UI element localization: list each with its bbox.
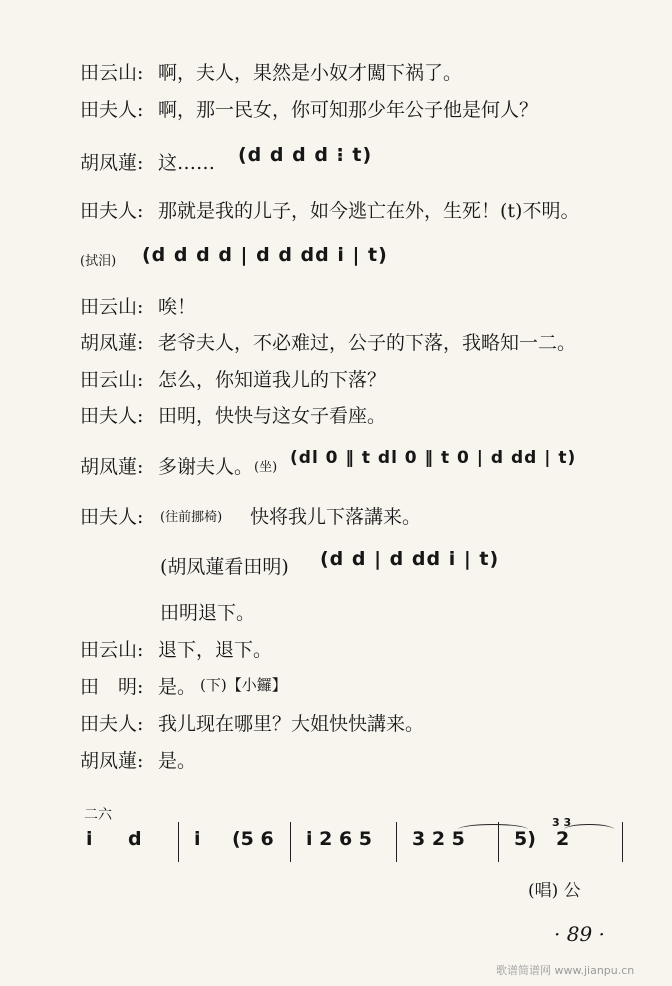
score-note: i (86, 828, 93, 850)
speaker-label: 田夫人: (80, 405, 144, 427)
section-number: 二六 (84, 807, 112, 823)
dialogue-text: 啊，夫人，果然是小奴才闖下祸了。 (158, 62, 463, 84)
dialogue-text: 老爷夫人，不必难过，公子的下落，我略知一二。 (158, 332, 577, 354)
speaker-label: 田云山: (80, 62, 144, 84)
bar-line (290, 822, 291, 862)
dialogue-text: 快将我儿下落講来。 (250, 506, 422, 528)
stage-direction: (下)【小鑼】 (200, 676, 287, 694)
score-note: i 2 6 5 (306, 828, 373, 850)
speaker-label: 胡凤蓮: (80, 750, 144, 772)
notation-phrase: (d d | d dd i | t) (320, 548, 500, 570)
score-note: d (128, 828, 142, 850)
score-note: 5) (514, 828, 536, 850)
tie-arc (564, 824, 614, 835)
notation-phrase: (d d d d | d d dd i | t) (142, 244, 388, 266)
speaker-label: 田夫人: (80, 200, 144, 222)
sung-label: (唱) 公 (528, 881, 581, 901)
bar-line (622, 822, 623, 862)
speaker-label: 田云山: (80, 639, 144, 661)
dialogue-text: 我儿现在哪里？大姐快快講来。 (158, 713, 425, 735)
dialogue-text: 多谢夫人。 (158, 456, 254, 478)
speaker-label: 田夫人: (80, 713, 144, 735)
speaker-label: 田夫人: (80, 506, 144, 528)
watermark: 歌谱简谱网 www.jianpu.cn (496, 964, 635, 977)
bar-line (396, 822, 397, 862)
bar-line (178, 822, 179, 862)
stage-direction: (拭泪) (80, 254, 117, 269)
dialogue-text: 啊，那一民女，你可知那少年公子他是何人？ (158, 99, 539, 121)
dialogue-text: 那就是我的儿子，如今逃亡在外，生死！(t)不明。 (158, 200, 580, 222)
score-note: 3 2 5 (412, 828, 465, 850)
dialogue-text: 退下，退下。 (158, 639, 273, 661)
speaker-label: 胡凤蓮: (80, 152, 144, 174)
notation-phrase: (dl 0 ‖ t dl 0 ‖ t 0 | d dd | t) (290, 448, 577, 468)
dialogue-text: 怎么，你知道我儿的下落？ (158, 369, 387, 391)
score-note: 2 (556, 828, 570, 850)
speaker-label: 胡凤蓮: (80, 456, 144, 478)
dialogue-text: 这…… (158, 152, 216, 174)
stage-direction: (坐) (254, 460, 278, 475)
page-number: · 89 · (554, 922, 605, 946)
speaker-label: 胡凤蓮: (80, 332, 144, 354)
grace-notes: 3 3 (552, 816, 572, 829)
dialogue-text: 田明退下。 (160, 602, 256, 624)
speaker-label: 田云山: (80, 369, 144, 391)
score-note: i (194, 828, 201, 850)
dialogue-text: 唉！ (158, 296, 197, 318)
notation-phrase: (d d d d ⁝ t) (238, 144, 373, 166)
speaker-label: 田夫人: (80, 99, 144, 121)
stage-direction: (往前挪椅) (160, 510, 223, 525)
score-note: (5 6 (232, 828, 274, 850)
dialogue-text: 是。 (158, 676, 197, 698)
stage-direction: (胡凤蓮看田明) (160, 556, 289, 578)
bar-line (498, 822, 499, 862)
speaker-label: 田 明: (80, 676, 144, 698)
dialogue-text: 是。 (158, 750, 197, 772)
dialogue-text: 田明，快快与这女子看座。 (158, 405, 387, 427)
speaker-label: 田云山: (80, 296, 144, 318)
